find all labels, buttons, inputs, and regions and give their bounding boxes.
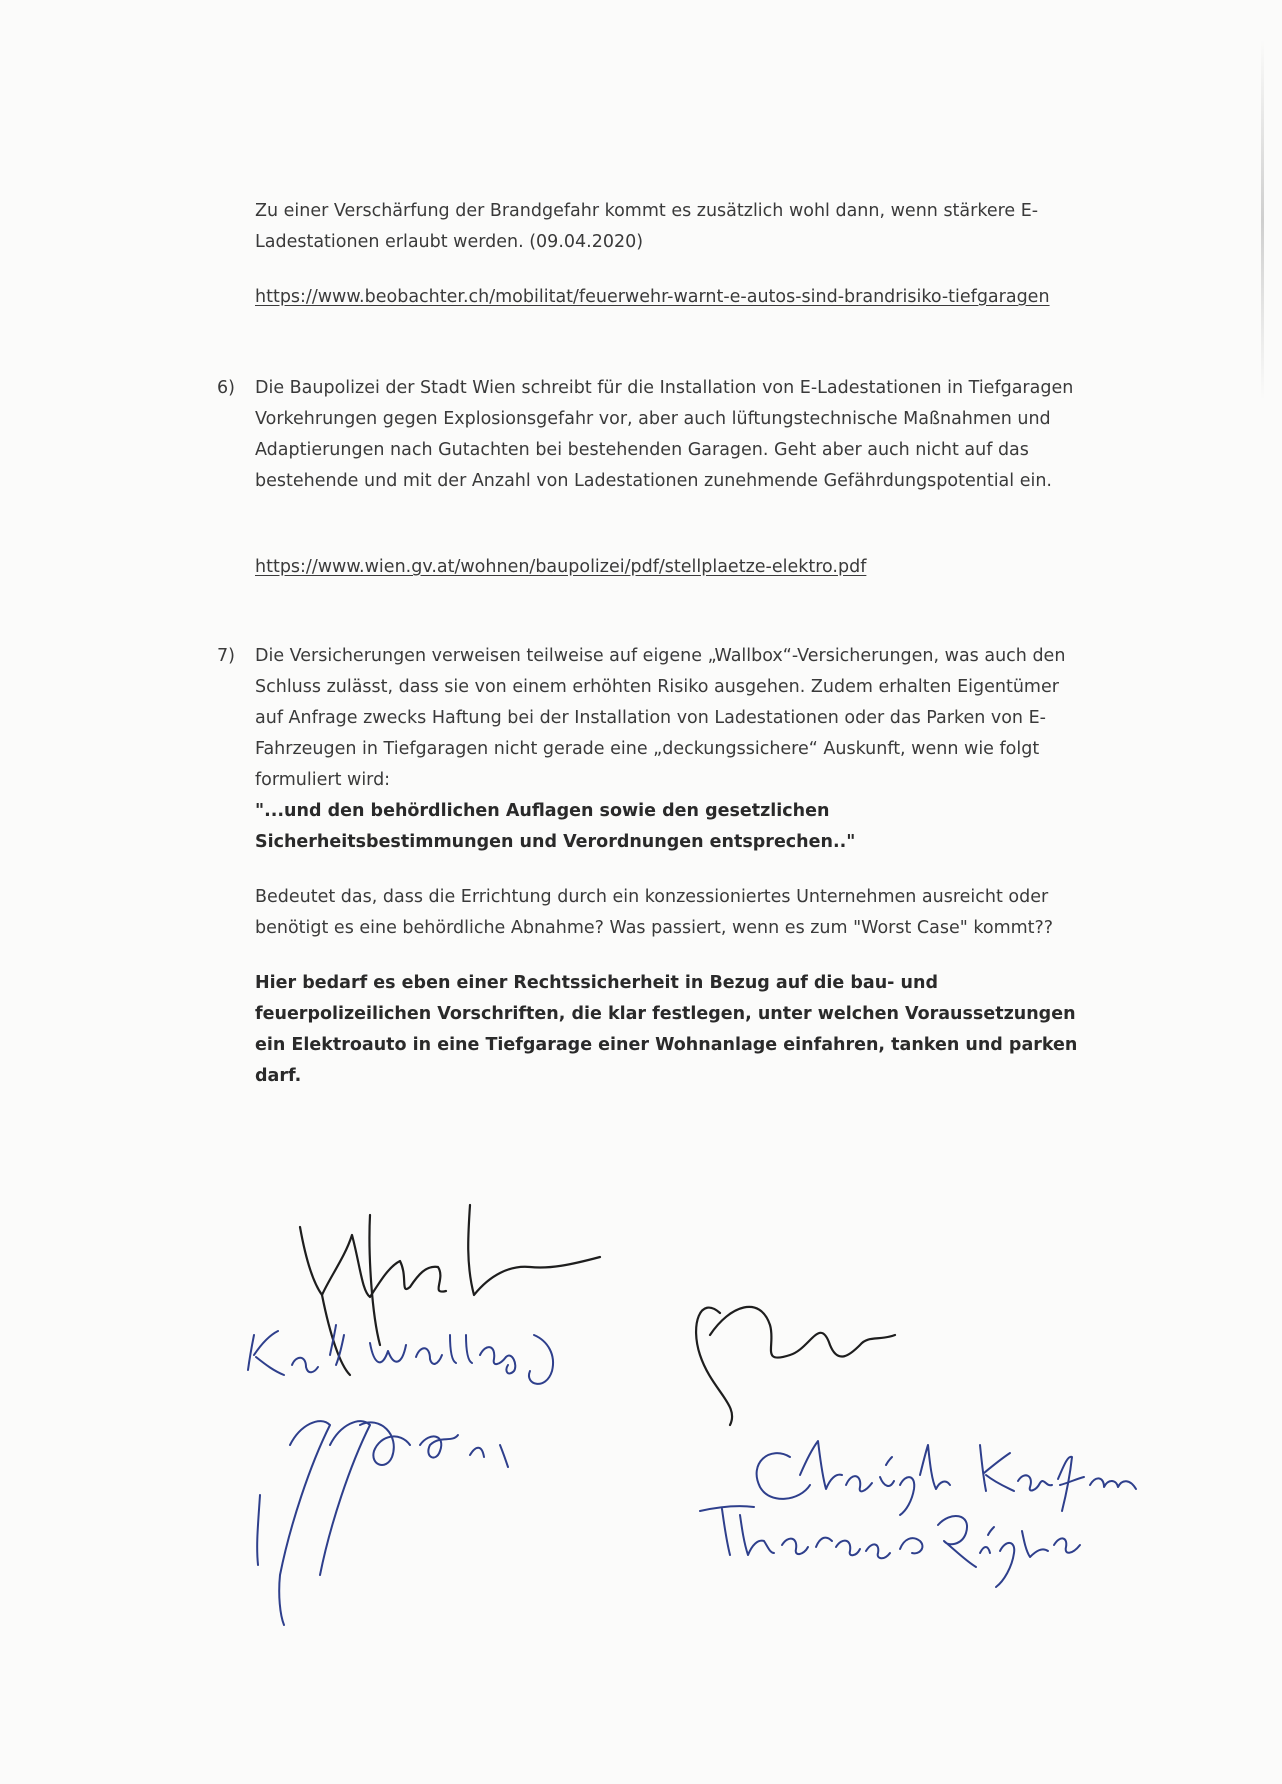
item-6-line-1: Die Baupolizei der Stadt Wien schreibt für die Installation von E-Ladestationen in Tiefgaragen xyxy=(255,378,1074,398)
intro-paragraph: Zu einer Verschärfung der Brandgefahr kommt es zusätzlich wohl dann, wenn stärkere E-Ladestationen erlaubt werden. (09.04.2020) xyxy=(255,201,1039,252)
signature-scribble-left xyxy=(257,1421,508,1625)
signatures-area xyxy=(0,1195,1282,1655)
signature-karl-wallas xyxy=(248,1325,553,1384)
item-7-question: Bedeutet das, dass die Errichtung durch ein konzessioniertes Unternehmen ausreicht oder benötigt es eine behördliche Abnahme? Was passiert, wenn es zum "Worst Case" kommt?? xyxy=(255,887,1054,938)
scan-page-edge xyxy=(1261,40,1264,400)
signature-black-1 xyxy=(300,1215,446,1375)
signature-black-3 xyxy=(696,1307,895,1425)
signature-christoph-kaufmann xyxy=(757,1441,1136,1515)
item-6 xyxy=(217,373,1085,497)
item-6-line-2: Vorkehrungen gegen Explosionsgefahr vor, aber auch lüftungstechnische Maßnahmen und Adaptierungen nach Gutachten bei bestehenden Garagen. Geht aber auch nicht auf das bestehende und mit der Anzahl von Ladestationen zunehmende Gefährdungspotential ein. xyxy=(255,409,1052,491)
item-7-quote: "...und den behördlichen Auflagen sowie den gesetzlichen Sicherheitsbestimmungen und Verordnungen entsprechen.." xyxy=(255,801,856,852)
item-7-number: 7) xyxy=(217,646,235,666)
item-7 xyxy=(217,641,1085,1092)
item-6-number: 6) xyxy=(217,378,235,398)
document-body xyxy=(217,196,1085,1092)
link-wien[interactable]: https://www.wien.gv.at/wohnen/baupolizei/pdf/stellplaetze-elektro.pdf xyxy=(255,557,867,577)
signature-theresa-riegler xyxy=(700,1506,1080,1587)
item-7-conclusion: Hier bedarf es eben einer Rechtssicherheit in Bezug auf die bau- und feuerpolizeilichen Vorschriften, die klar festlegen, unter welchen Voraussetzungen ein Elektroauto in eine Tiefgarage einer Wohnanlage einfahren, tanken und parken darf. xyxy=(255,973,1078,1086)
link-beobachter[interactable]: https://www.beobachter.ch/mobilitat/feuerwehr-warnt-e-autos-sind-brandrisiko-tiefgaragen xyxy=(255,287,1050,307)
signature-black-2 xyxy=(468,1205,600,1295)
item-7-text: Die Versicherungen verweisen teilweise auf eigene „Wallbox“-Versicherungen, was auch den Schluss zulässt, dass sie von einem erhöhten Risiko ausgehen. Zudem erhalten Eigentümer auf Anfrage zwecks Haftung bei der Installation von Ladestationen oder das Parken von E-Fahrzeugen in Tiefgaragen nicht gerade eine „deckungssichere“ Auskunft, wenn wie folgt formuliert wird: xyxy=(255,646,1066,790)
